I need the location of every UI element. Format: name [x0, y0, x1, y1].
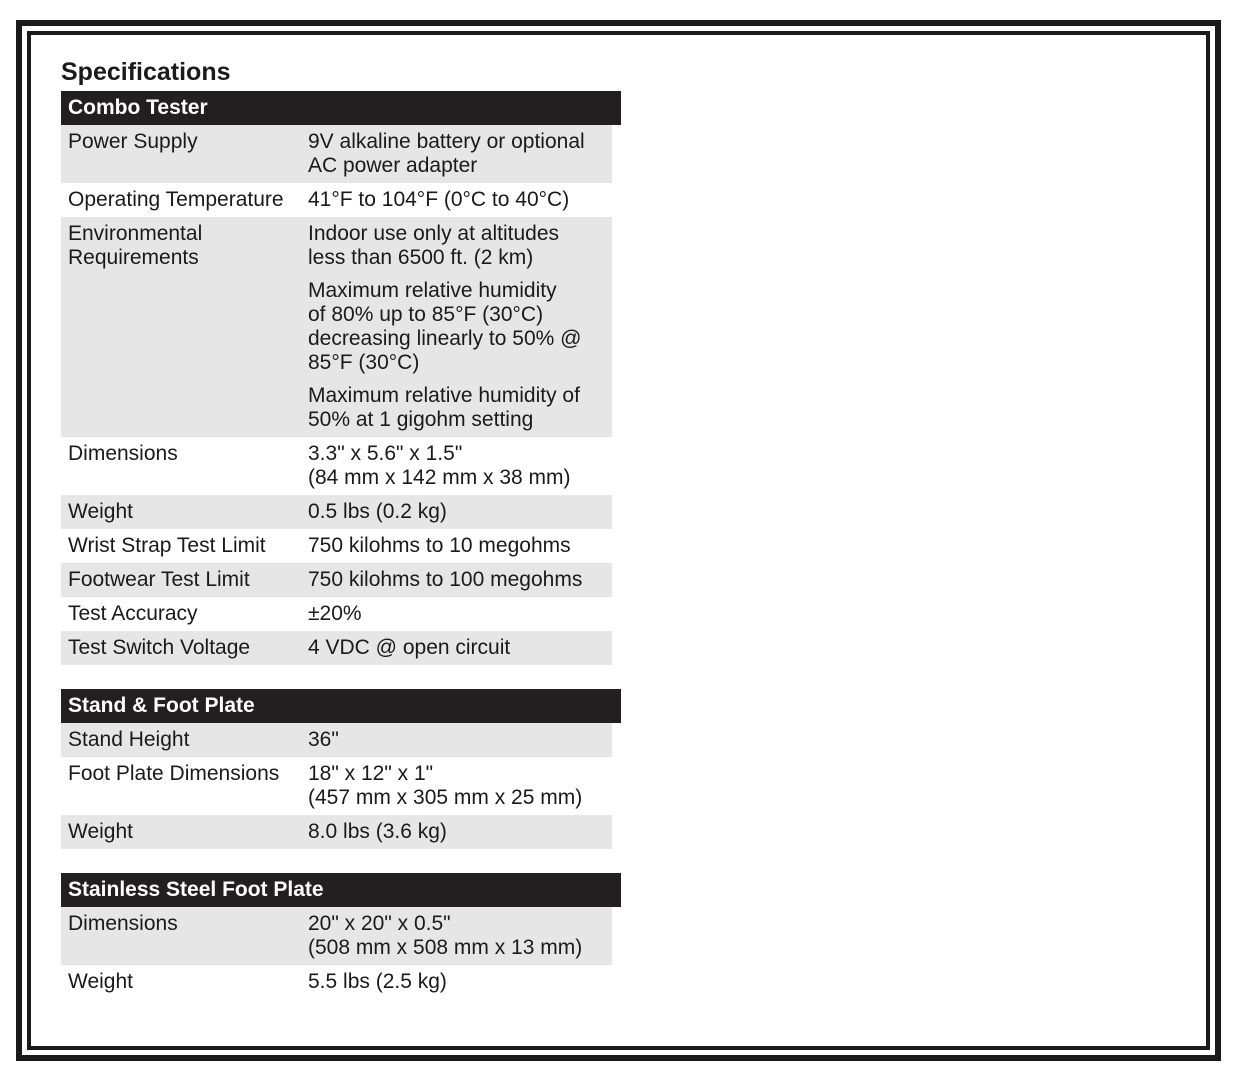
- spec-label: [61, 125, 301, 183]
- spec-label-line: Wrist Strap Test Limit: [68, 534, 266, 557]
- spec-label-line: Foot Plate Dimensions: [68, 762, 280, 785]
- spec-row: [61, 437, 612, 495]
- spec-section: [61, 91, 621, 665]
- spec-value: [301, 217, 612, 437]
- spec-label: [61, 597, 301, 631]
- spec-label-line: Power Supply: [68, 130, 198, 153]
- spec-label: [61, 907, 301, 965]
- spec-label: [61, 965, 301, 999]
- section-header: Stand & Foot Plate: [61, 689, 621, 723]
- spec-value-line: 8.0 lbs (3.6 kg): [308, 820, 447, 843]
- spec-value-line: 36": [308, 728, 339, 751]
- spec-value-paragraph: [308, 279, 612, 375]
- spec-row: [61, 815, 612, 849]
- spec-row: [61, 563, 612, 597]
- spec-label: [61, 529, 301, 563]
- spec-value-line: 0.5 lbs (0.2 kg): [308, 500, 447, 523]
- spec-row: [61, 965, 612, 999]
- spec-section: [61, 689, 621, 849]
- spec-section: [61, 873, 621, 999]
- spec-value: [301, 563, 612, 597]
- spec-value-line: 4 VDC @ open circuit: [308, 636, 511, 659]
- spec-table: [61, 907, 612, 999]
- spec-value: [301, 495, 612, 529]
- section-header: Stainless Steel Foot Plate: [61, 873, 621, 907]
- spec-value: [301, 815, 612, 849]
- spec-value-paragraph: [308, 442, 612, 490]
- spec-label: [61, 815, 301, 849]
- outer-frame: [16, 20, 1221, 1061]
- section-spacer: [61, 849, 621, 873]
- spec-value: [301, 965, 612, 999]
- spec-value-line: (457 mm x 305 mm x 25 mm): [308, 786, 583, 809]
- spec-label-line: Test Switch Voltage: [68, 636, 251, 659]
- spec-value-line: 41°F to 104°F (0°C to 40°C): [308, 188, 570, 211]
- spec-value: [301, 597, 612, 631]
- spec-sections: [61, 91, 621, 999]
- spec-row: [61, 907, 612, 965]
- spec-value-line: Indoor use only at altitudes: [308, 222, 559, 245]
- spec-label: [61, 183, 301, 217]
- spec-value-paragraph: [308, 222, 612, 270]
- spec-row: [61, 631, 612, 665]
- spec-row: [61, 183, 612, 217]
- spec-label: [61, 495, 301, 529]
- spec-label-line: Footwear Test Limit: [68, 568, 250, 591]
- spec-label-line: Environmental: [68, 222, 203, 245]
- page-title: Specifications: [61, 58, 231, 86]
- spec-value-line: 750 kilohms to 10 megohms: [308, 534, 571, 557]
- spec-value-line: AC power adapter: [308, 154, 478, 177]
- section-spacer: [61, 665, 621, 689]
- spec-value-line: Maximum relative humidity: [308, 279, 557, 302]
- spec-label-line: Weight: [68, 500, 133, 523]
- spec-value-line: (84 mm x 142 mm x 38 mm): [308, 466, 571, 489]
- spec-label-line: Operating Temperature: [68, 188, 284, 211]
- spec-label-line: Test Accuracy: [68, 602, 198, 625]
- spec-value-line: Maximum relative humidity of: [308, 384, 580, 407]
- spec-value: [301, 437, 612, 495]
- spec-value-paragraph: [308, 636, 612, 660]
- spec-value-line: 750 kilohms to 100 megohms: [308, 568, 583, 591]
- spec-row: [61, 757, 612, 815]
- spec-value: [301, 757, 612, 815]
- spec-value-paragraph: [308, 188, 612, 212]
- spec-value-line: 18" x 12" x 1": [308, 762, 434, 785]
- spec-value: [301, 183, 612, 217]
- spec-value: [301, 723, 612, 757]
- spec-value-line: 85°F (30°C): [308, 351, 420, 374]
- inner-frame: [27, 31, 1210, 1050]
- spec-value-paragraph: [308, 602, 612, 626]
- spec-row: [61, 217, 612, 437]
- spec-value: [301, 631, 612, 665]
- spec-value: [301, 907, 612, 965]
- spec-value-line: 50% at 1 gigohm setting: [308, 408, 534, 431]
- spec-label: [61, 757, 301, 815]
- spec-label: [61, 723, 301, 757]
- spec-value-paragraph: [308, 728, 612, 752]
- spec-value-paragraph: [308, 384, 612, 432]
- spec-value-line: of 80% up to 85°F (30°C): [308, 303, 544, 326]
- spec-value: [301, 529, 612, 563]
- spec-value-paragraph: [308, 500, 612, 524]
- spec-value-line: (508 mm x 508 mm x 13 mm): [308, 936, 583, 959]
- spec-row: [61, 723, 612, 757]
- spec-value-paragraph: [308, 568, 612, 592]
- spec-label-line: Dimensions: [68, 442, 178, 465]
- spec-value-line: 20" x 20" x 0.5": [308, 912, 451, 935]
- spec-value-paragraph: [308, 970, 612, 994]
- spec-label: [61, 563, 301, 597]
- spec-label-line: Weight: [68, 820, 133, 843]
- spec-value-paragraph: [308, 534, 612, 558]
- spec-value-paragraph: [308, 912, 612, 960]
- spec-table: [61, 125, 612, 665]
- spec-label-line: Dimensions: [68, 912, 178, 935]
- spec-value-paragraph: [308, 820, 612, 844]
- section-header: Combo Tester: [61, 91, 621, 125]
- spec-value-line: decreasing linearly to 50% @: [308, 327, 582, 350]
- spec-row: [61, 597, 612, 631]
- spec-label: [61, 437, 301, 495]
- spec-table: [61, 723, 612, 849]
- specifications-content: [61, 57, 621, 999]
- spec-label: [61, 631, 301, 665]
- spec-label-line: Requirements: [68, 246, 199, 269]
- spec-row: [61, 529, 612, 563]
- spec-value-paragraph: [308, 130, 612, 178]
- spec-label-line: Stand Height: [68, 728, 190, 751]
- spec-label-line: Weight: [68, 970, 133, 993]
- spec-value-paragraph: [308, 762, 612, 810]
- spec-value: [301, 125, 612, 183]
- spec-value-line: 5.5 lbs (2.5 kg): [308, 970, 447, 993]
- spec-value-line: 3.3" x 5.6" x 1.5": [308, 442, 463, 465]
- spec-row: [61, 495, 612, 529]
- spec-row: [61, 125, 612, 183]
- spec-value-line: 9V alkaline battery or optional: [308, 130, 585, 153]
- spec-label: [61, 217, 301, 437]
- spec-value-line: less than 6500 ft. (2 km): [308, 246, 534, 269]
- spec-value-line: ±20%: [308, 602, 362, 625]
